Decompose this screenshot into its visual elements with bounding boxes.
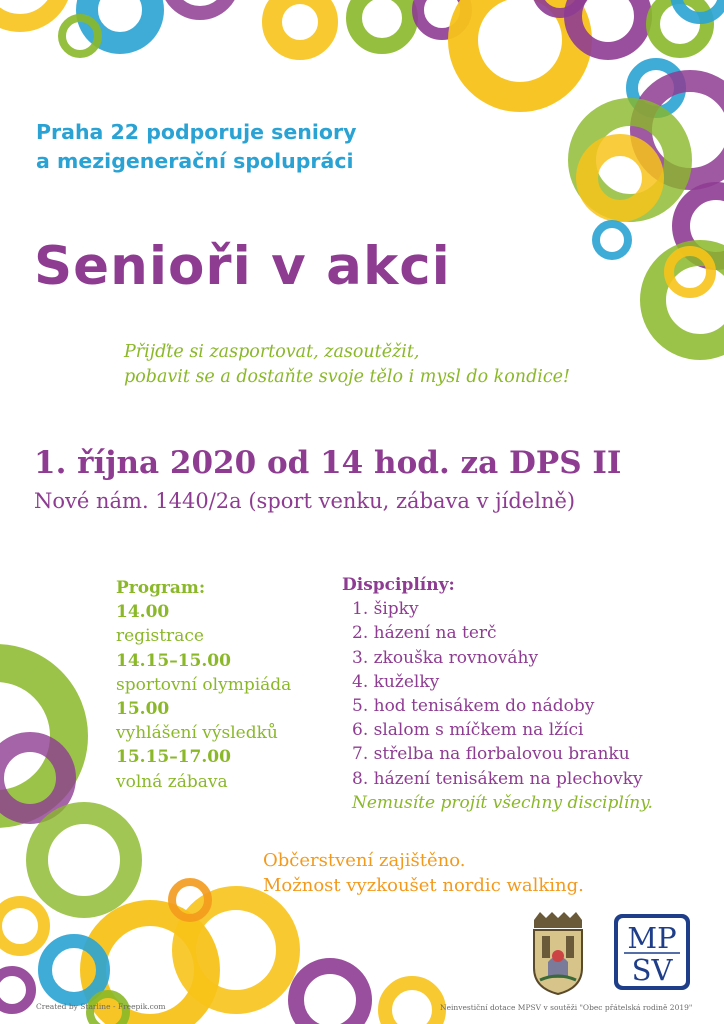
disciplines-list [342,597,722,791]
invitation-text [124,340,684,390]
decorative-ring [0,902,44,950]
decorative-ring [596,224,628,256]
disciplines-section [342,573,722,815]
mpsv-logo-icon [612,912,692,992]
disciplines-heading: Dispciplíny: [342,575,455,595]
discipline-item: 5. hod tenisákem do nádoby [352,696,595,717]
program-heading: Program: [116,578,206,598]
program-label: sportovní olympiáda [116,674,292,695]
program-time: 14.15–15.00 [116,650,231,671]
mpsv-logo-line-2: SV [631,953,673,987]
invitation-line-2: pobavit se a dostaňte svoje tělo i mysl do kondice! [124,367,571,387]
decorative-ring [296,966,364,1024]
program-section [116,576,356,794]
event-address: Nové nám. 1440/2a (sport venku, zábava v jídelně) [34,489,576,513]
poster-title: Senioři v akci [34,236,451,297]
mpsv-logo-line-1: MP [627,921,677,955]
decorative-ring [167,0,233,13]
discipline-item: 8. házení tenisákem na plechovky [352,768,643,789]
subtitle [36,118,556,176]
discipline-item: 2. házení na terč [352,623,497,644]
discipline-item: 4. kuželky [352,671,440,692]
decorative-ring [0,0,63,23]
municipal-crest-icon [528,910,588,996]
event-date: 1. října 2020 od 14 hod. za DPS II [34,445,622,481]
discipline-item: 6. slalom s míčkem na lžíci [352,720,584,741]
disciplines-note: Nemusíte projít všechny disciplíny. [352,792,653,813]
subtitle-line-1: Praha 22 podporuje seniory [36,120,357,144]
decorative-ring [37,813,131,907]
decorative-ring [385,983,439,1024]
image-credit: Created by Starline - Freepik.com [36,1002,166,1011]
discipline-item: 3. zkouška rovnováhy [352,647,539,668]
program-label: vyhlášení výsledků [116,723,278,744]
discipline-item: 7. střelba na florbalovou branku [352,744,630,765]
program-time: 14.00 [116,602,170,623]
decorative-ring [0,971,31,1009]
program-label: registrace [116,626,204,647]
grant-note: Neinvestiční dotace MPSV v soutěži "Obec přátelská rodině 2019" [440,1003,693,1012]
discipline-item: 1. šipky [352,599,419,620]
decorative-ring [587,145,653,211]
decorative-ring [272,0,328,50]
program-time: 15.15–17.00 [116,747,231,768]
program-time: 15.00 [116,699,170,720]
extras-info [263,848,584,898]
invitation-line-1: Přijďte si zasportovat, zasoutěžit, [124,342,420,362]
refreshments-line: Občerstvení zajištěno. [263,850,466,871]
nordic-walking-line: Možnost vyzkoušet nordic walking. [263,875,584,896]
subtitle-line-2: a mezigenerační spolupráci [36,149,354,173]
decorative-ring [354,0,410,46]
program-label: volná zábava [116,771,228,792]
